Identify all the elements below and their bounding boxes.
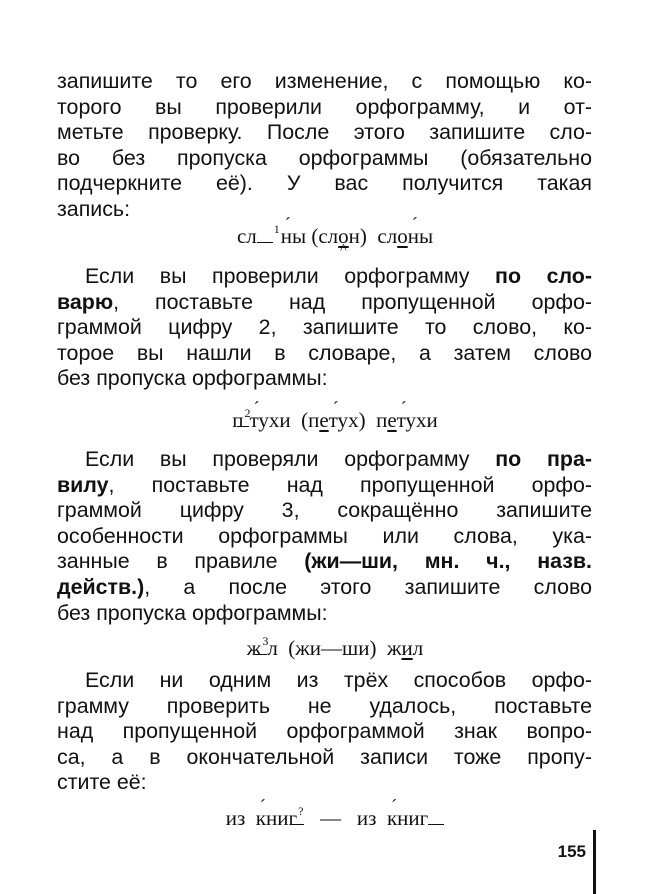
underlined-letter: и — [401, 636, 413, 660]
check-number: 2 — [244, 406, 251, 420]
text-line: Если ни одним из трёх способов орфо- — [85, 668, 592, 692]
example-text: г — [288, 806, 298, 830]
example-3 — [0, 636, 670, 661]
stressed-syllable: тухи ´ — [249, 408, 290, 432]
question-mark: ? — [298, 804, 304, 818]
paragraph-2 — [57, 264, 592, 392]
example-text: из — [225, 806, 246, 830]
example-4 — [0, 806, 670, 831]
stressed-syllable: тухи ´ — [397, 408, 438, 432]
text-line: над пропущенной орфограммой знак вопро- — [57, 719, 592, 744]
text-line: граммой цифру 2, запишите то слово, ко- — [57, 315, 592, 340]
paragraph-3 — [57, 447, 592, 626]
page-edge-rule — [593, 830, 596, 894]
blank-mark — [237, 425, 249, 427]
text-line: граммой цифру 3, сокращённо запишите — [57, 498, 592, 523]
example-text: п — [376, 408, 388, 432]
check-number: 1 — [273, 222, 280, 236]
text-line: запишите то его изменение, с помощью ко- — [57, 69, 592, 93]
text-line: подчеркните её). У вас получится такая — [57, 171, 592, 196]
text-line: запись: — [57, 196, 131, 221]
stressed-syllable: ны ´ — [408, 224, 433, 248]
stressed-syllable: ны ´ — [281, 224, 306, 248]
text-line: торого вы проверили орфограмму, и от- — [57, 94, 592, 119]
text-line: без пропуска орфограммы: — [57, 600, 328, 625]
underlined-letter: о — [397, 224, 408, 248]
text-line: во без пропуска орфограммы (обязательно — [57, 145, 592, 170]
text-line: Если вы проверили орфограмму по сло- — [85, 264, 592, 288]
text-line: вилу, поставьте над пропущенной орфо- — [57, 472, 592, 497]
example-text: (жи—ши) — [288, 636, 377, 660]
text-line: без пропуска орфограммы: — [57, 366, 328, 391]
dash: — — [320, 806, 342, 830]
underlined-letter: е — [387, 408, 397, 432]
example-text: сл — [377, 224, 398, 248]
text-line: особенности орфограммы или слова, ука- — [57, 523, 592, 548]
text-line: занные в правиле (жи—ши, мн. ч., назв. — [57, 549, 592, 574]
example-text: л — [412, 636, 424, 660]
stressed-syllable: кни ´ — [387, 806, 420, 830]
text-line: варю, поставьте над пропущенной орфо- — [57, 289, 592, 314]
stressed-syllable: ту ´ — [329, 408, 348, 432]
example-text: (п — [301, 408, 320, 432]
example-text: ж — [386, 636, 402, 660]
example-text: ж — [246, 636, 262, 660]
example-1 — [0, 224, 670, 249]
paragraph-1 — [57, 69, 592, 223]
underlined-letter: о ^ — [338, 224, 349, 248]
blank-mark — [257, 241, 273, 243]
example-text: г — [419, 806, 429, 830]
example-2 — [0, 408, 670, 433]
example-text: из — [356, 806, 377, 830]
text-line: са, а в окончательной записи тоже пропу- — [57, 744, 592, 769]
example-text: п — [232, 408, 244, 432]
paragraph-4 — [57, 668, 592, 796]
example-text: х) — [348, 408, 366, 432]
page-number: 155 — [557, 842, 586, 861]
text-line: Если вы проверяли орфограмму по пра- — [85, 447, 592, 471]
blank-mark — [428, 823, 444, 825]
example-text: н) — [348, 224, 367, 248]
blank-mark — [292, 823, 304, 825]
example-text: (сл — [311, 224, 339, 248]
text-line: метьте проверку. После этого запишите сло- — [57, 120, 592, 145]
text-line: действ.), а после этого запишите слово — [57, 574, 592, 599]
text-line: грамму проверить не удалось, поставьте — [57, 693, 592, 718]
stressed-syllable: кни ´ — [256, 806, 289, 830]
underlined-letter: е — [319, 408, 329, 432]
check-number: 3 — [262, 634, 269, 648]
text-line: торое вы нашли в словаре, а затем слово — [57, 340, 592, 365]
blank-mark — [255, 653, 267, 655]
text-line: стите её: — [57, 770, 147, 795]
example-text: сл — [236, 224, 257, 248]
example-text: л — [267, 636, 278, 660]
